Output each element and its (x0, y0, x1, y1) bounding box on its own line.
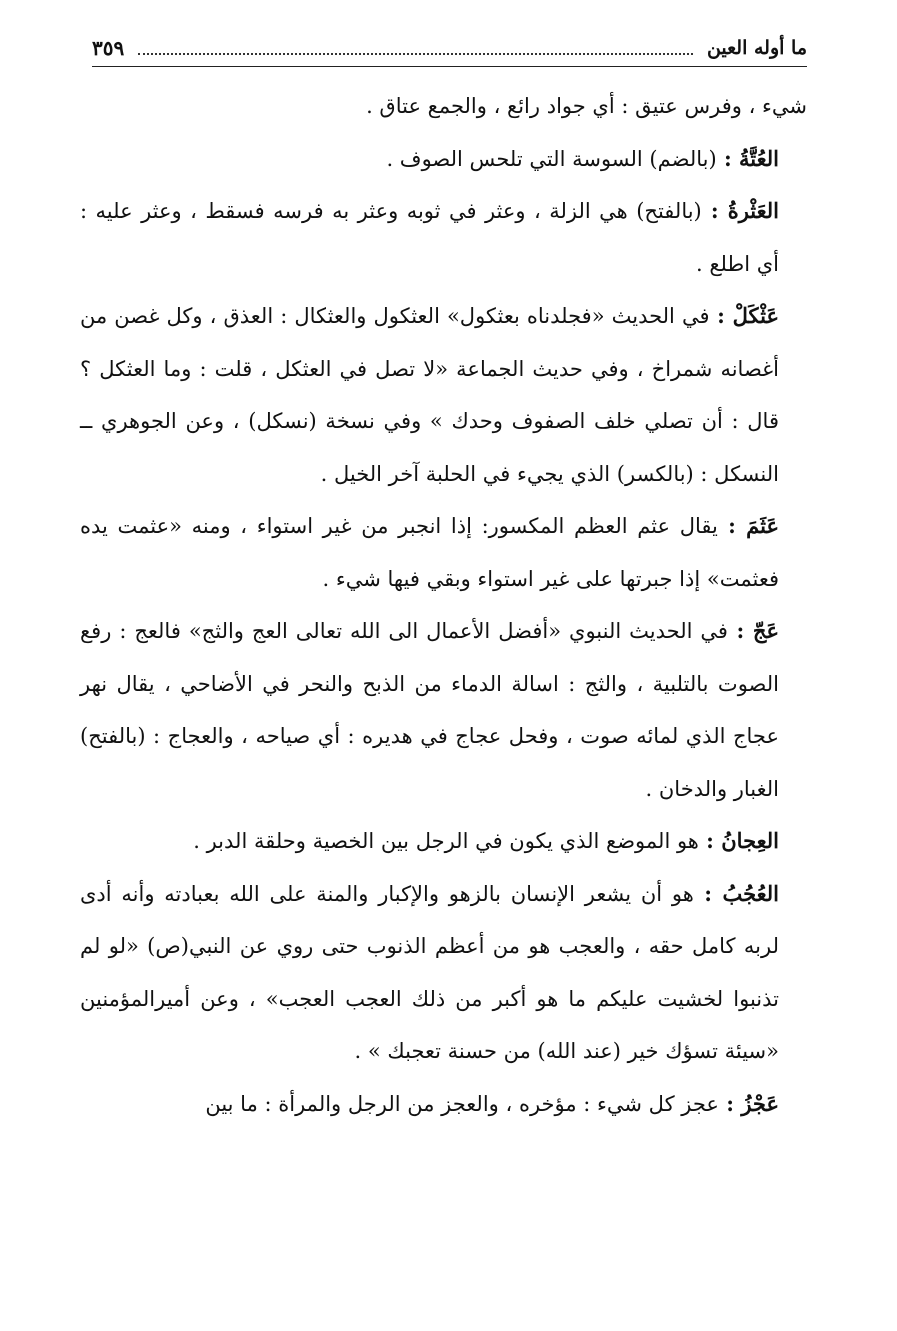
entry-text: يقال عثم العظم المكسور: إذا انجبر من غير استواء ، ومنه «عثمت يده فعثمت» إذا جبرتها على غير استواء وبقي فيها شيء . (80, 514, 779, 591)
entry-paragraph: العُجُبُ : هو أن يشعر الإنسان بالزهو والإكبار والمنة على الله بعبادته وأنه أدى لربه كامل حقه ، والعجب هو من أعظم الذنوب حتى روي عن النبي(ص) «لو لم تذنبوا لخشيت عليكم ما هو أكبر من ذلك العجب العجب» ، وعن أميرالمؤمنين «سيئة تسؤك خير (عند الله) من حسنة تعجبك » . (80, 880, 780, 1063)
entry-paragraph: عَثَمَ : يقال عثم العظم المكسور: إذا انجبر من غير استواء ، ومنه «عثمت يده فعثمت» إذا جبرتها على غير استواء وبقي فيها شيء . (80, 513, 779, 591)
entry-text: شيء ، وفرس عتيق : أي جواد رائع ، والجمع عتاق . (366, 94, 807, 118)
entry-headword: العِجانُ (721, 828, 779, 853)
entry-paragraph: العِجانُ : هو الموضع الذي يكون في الرجل بين الخصية وحلقة الدبر . (193, 828, 779, 853)
entry-paragraph: العُتَّةُ : (بالضم) السوسة التي تلحس الصوف . (386, 145, 779, 171)
page-header (92, 30, 807, 67)
dotted-leader (138, 53, 693, 55)
entry-headword: العُجُبُ (722, 880, 780, 906)
entry-paragraph: العَثْرةُ : (بالفتح) هي الزلة ، وعثر في ثوبه وعثر به فرسه فسقط ، وعثر عليه : أي اطلع . (80, 198, 779, 276)
entry-paragraph: عَثْكَلْ : في الحديث «فجلدناه بعثكول» العثكول والعثكال : العذق ، وكل غصن من أغصانه شمراخ ، وفي حديث الجماعة «لا تصل في العثكل ، قلت : وما العثكل ؟ قال : أن تصلي خلف الصفوف وحدك » وفي نسخة (نسكل) ، وعن الجوهري ــ النسكل : (بالكسر) الذي يجيء في الحلبة آخر الخيل . (80, 303, 780, 486)
entry-text: في الحديث النبوي «أفضل الأعمال الى الله تعالى العج والثج» فالعج : رفع الصوت بالتلبية ، والثج : اسالة الدماء من الذبح والنحر في الأضاحي ، يقال نهر عجاج الذي لمائه صوت ، وفحل عجاج في هديره : أي صياحه ، والعجاج : (بالفتح) الغبار والدخان . (80, 619, 779, 801)
entry-text: في الحديث «فجلدناه بعثكول» العثكول والعثكال : العذق ، وكل غصن من أغصانه شمراخ ، وفي حديث الجماعة «لا تصل في العثكل ، قلت : وما العثكل ؟ قال : أن تصلي خلف الصفوف وحدك » وفي نسخة (نسكل) ، وعن الجوهري ــ النسكل : (بالكسر) الذي يجيء في الحلبة آخر الخيل . (80, 304, 779, 486)
page-body (80, 80, 807, 1130)
entry-text: عجز كل شيء : مؤخره ، والعجز من الرجل والمرأة : ما بين (205, 1091, 719, 1116)
page-number: ٣٥٩ (92, 36, 125, 60)
entry-paragraph: عَجّ : في الحديث النبوي «أفضل الأعمال الى الله تعالى العج والثج» فالعج : رفع الصوت بالتلبية ، والثج : اسالة الدماء من الذبح والنحر في الأضاحي ، يقال نهر عجاج الذي لمائه صوت ، وفحل عجاج في هديره : أي صياحه ، والعجاج : (بالفتح) الغبار والدخان . (80, 618, 779, 801)
entry-text: (بالضم) السوسة التي تلحس الصوف . (386, 146, 717, 171)
entry-headword: العَثْرةُ (727, 198, 779, 223)
entry-headword: عَجْزُ (741, 1090, 779, 1116)
entry-headword: عَثْكَلْ (732, 303, 780, 328)
entry-headword: عَثَمَ (746, 513, 779, 538)
running-head: ما أوله العين (706, 37, 807, 59)
entry-headword: العُتَّةُ (739, 145, 779, 171)
entry-text: هو الموضع الذي يكون في الرجل بين الخصية وحلقة الدبر . (193, 829, 699, 853)
entry-text: هو أن يشعر الإنسان بالزهو والإكبار والمنة على الله بعبادته وأنه أدى لربه كامل حقه ، والعجب هو من أعظم الذنوب حتى روي عن النبي(ص) «لو لم تذنبوا لخشيت عليكم ما هو أكبر من ذلك العجب العجب» ، وعن أميرالمؤمنين «سيئة تسؤك خير (عند الله) من حسنة تعجبك » . (80, 881, 779, 1063)
entry-paragraph (80, 80, 807, 133)
entry-headword: عَجّ (752, 618, 779, 643)
entry-paragraph: عَجْزُ : عجز كل شيء : مؤخره ، والعجز من الرجل والمرأة : ما بين (205, 1090, 779, 1116)
entry-text: (بالفتح) هي الزلة ، وعثر في ثوبه وعثر به فرسه فسقط ، وعثر عليه : أي اطلع . (80, 199, 779, 276)
